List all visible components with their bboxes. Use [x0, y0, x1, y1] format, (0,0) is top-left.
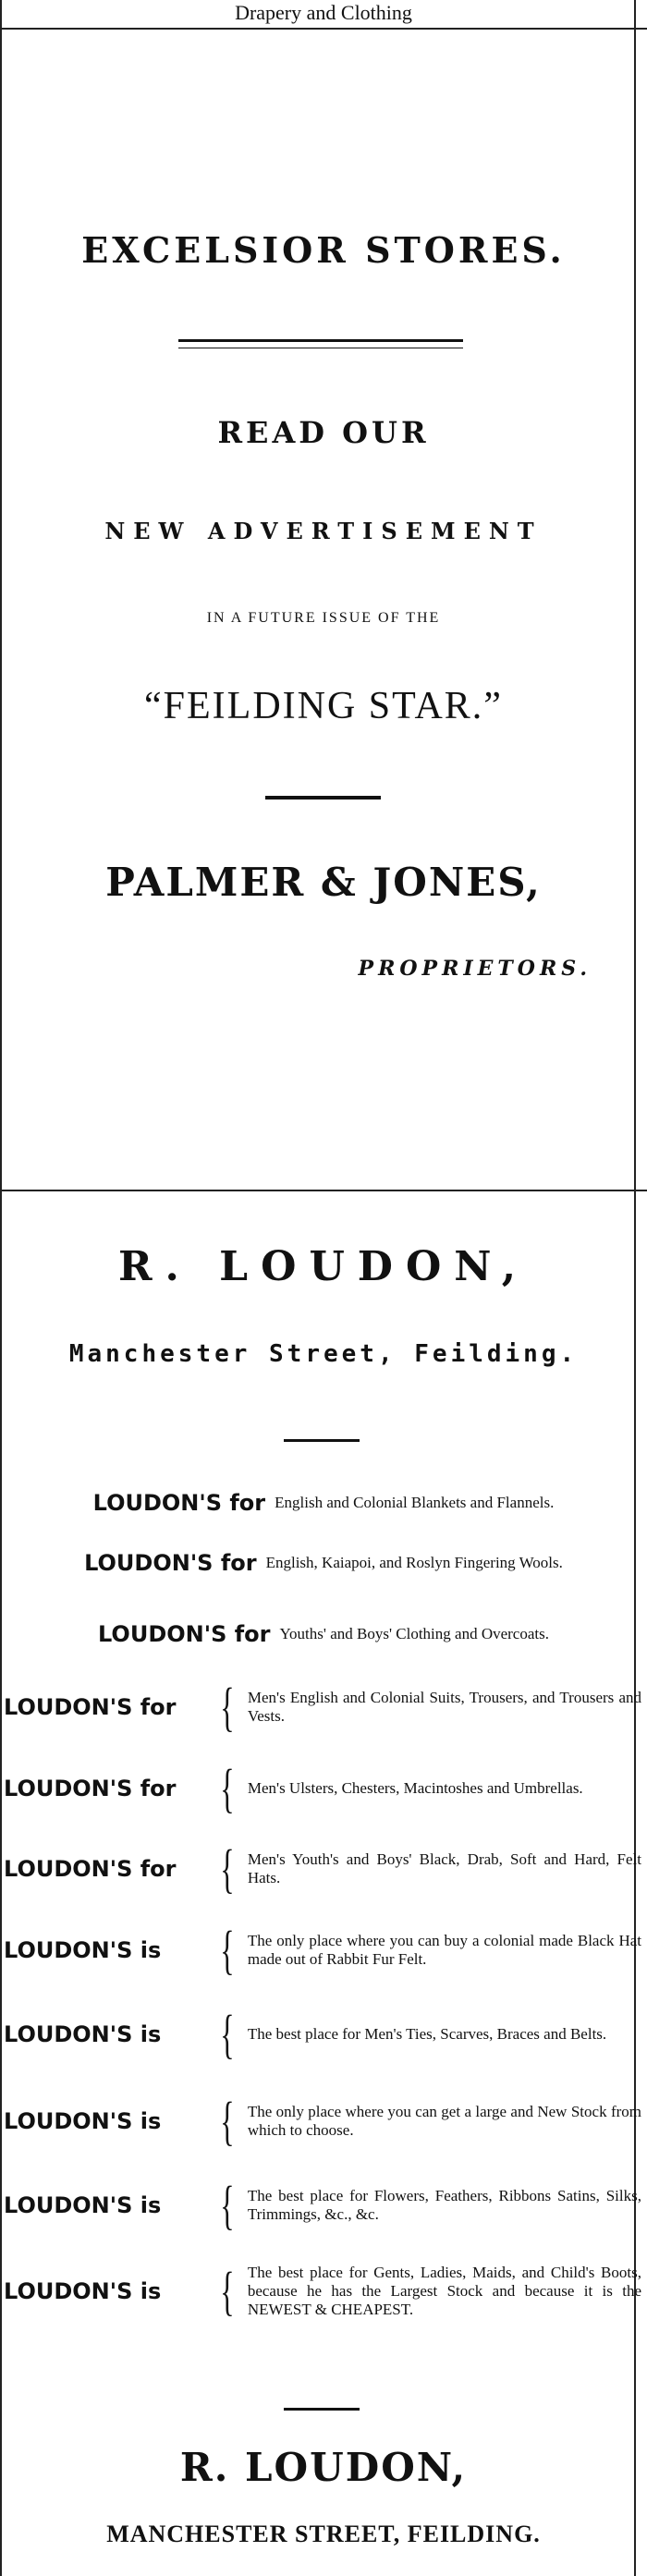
proprietors-label: PROPRIETORS. — [358, 957, 592, 981]
list-item — [0, 1550, 647, 1576]
loudon-title: R. LOUDON, — [117, 1243, 530, 1290]
item-text: The best place for Men's Ties, Scarves, Braces and Belts. — [247, 2025, 607, 2043]
item-label: LOUDON'S for — [84, 1550, 257, 1576]
brace-glyph: { — [220, 1677, 235, 1737]
item-label: LOUDON'S is — [4, 2278, 162, 2304]
section-header: Drapery and Clothing — [0, 0, 647, 30]
list-item — [0, 1490, 647, 1516]
item-label: LOUDON'S for — [4, 1856, 177, 1882]
brace-glyph: { — [220, 1838, 235, 1898]
item-label: LOUDON'S is — [4, 1937, 162, 1963]
brace-glyph: { — [220, 1920, 235, 1980]
footer-loudon-title: R. LOUDON, — [179, 2445, 468, 2490]
short-divider — [265, 796, 381, 800]
new-advertisement-heading: NEW ADVERTISEMENT — [104, 518, 543, 544]
item-label: LOUDON'S for — [4, 1776, 177, 1801]
item-label: LOUDON'S for — [92, 1490, 266, 1516]
braced-item — [4, 1677, 641, 1737]
footer-divider — [284, 2408, 360, 2411]
item-label: LOUDON'S for — [97, 1621, 271, 1647]
item-label: LOUDON'S is — [4, 2021, 162, 2047]
item-text: Men's English and Colonial Suits, Trousers, and Trousers and Vests. — [247, 1689, 641, 1725]
future-issue-text: IN A FUTURE ISSUE OF THE — [206, 610, 441, 626]
item-text: English and Colonial Blankets and Flannels. — [275, 1494, 555, 1511]
loudon-divider — [284, 1439, 360, 1442]
excelsior-divider — [178, 339, 463, 348]
item-label: LOUDON'S for — [4, 1694, 177, 1720]
item-text: The best place for Gents, Ladies, Maids, and Child's Boots, because he has the Largest Stock and because it is the NEWEST & CHEAPEST. — [247, 2264, 641, 2318]
braced-item — [4, 2175, 641, 2235]
braced-item — [4, 2004, 641, 2064]
brace-glyph: { — [220, 2004, 235, 2064]
item-text: Youths' and Boys' Clothing and Overcoats. — [279, 1625, 549, 1642]
item-text: English, Kaiapoi, and Roslyn Fingering Wools. — [265, 1554, 563, 1571]
braced-item — [4, 2091, 641, 2151]
item-text: Men's Ulsters, Chesters, Macintoshes and Umbrellas. — [247, 1779, 583, 1797]
item-text: The only place where you can get a large and New Stock from which to choose. — [247, 2103, 641, 2139]
brace-glyph: { — [220, 2091, 235, 2151]
advertisement-separator — [0, 1190, 647, 1191]
feilding-star-title: “FEILDING STAR.” — [144, 685, 503, 727]
read-our-heading: READ OUR — [217, 415, 430, 450]
excelsior-title: EXCELSIOR STORES. — [81, 229, 566, 271]
brace-glyph: { — [220, 2175, 235, 2235]
item-text: Men's Youth's and Boys' Black, Drab, Soft and Hard, Felt Hats. — [247, 1850, 641, 1886]
braced-item — [4, 1758, 641, 1818]
item-label: LOUDON'S is — [4, 2192, 162, 2218]
list-item — [0, 1621, 647, 1647]
braced-item — [4, 2261, 641, 2321]
item-text: The best place for Flowers, Feathers, Ribbons Satins, Silks, Trimmings, &c., &c. — [247, 2187, 641, 2223]
brace-glyph: { — [220, 1758, 235, 1818]
footer-street: MANCHESTER STREET, FEILDING. — [106, 2521, 541, 2547]
item-text: The only place where you can buy a colonial made Black Hat made out of Rabbit Fur Felt. — [247, 1932, 641, 1968]
braced-item — [4, 1838, 641, 1898]
loudon-street: Manchester Street, Feilding. — [68, 1340, 579, 1368]
item-label: LOUDON'S is — [4, 2108, 162, 2134]
proprietor-firm: PALMER & JONES, — [105, 860, 542, 905]
braced-item — [4, 1920, 641, 1980]
brace-glyph: { — [220, 2261, 235, 2321]
